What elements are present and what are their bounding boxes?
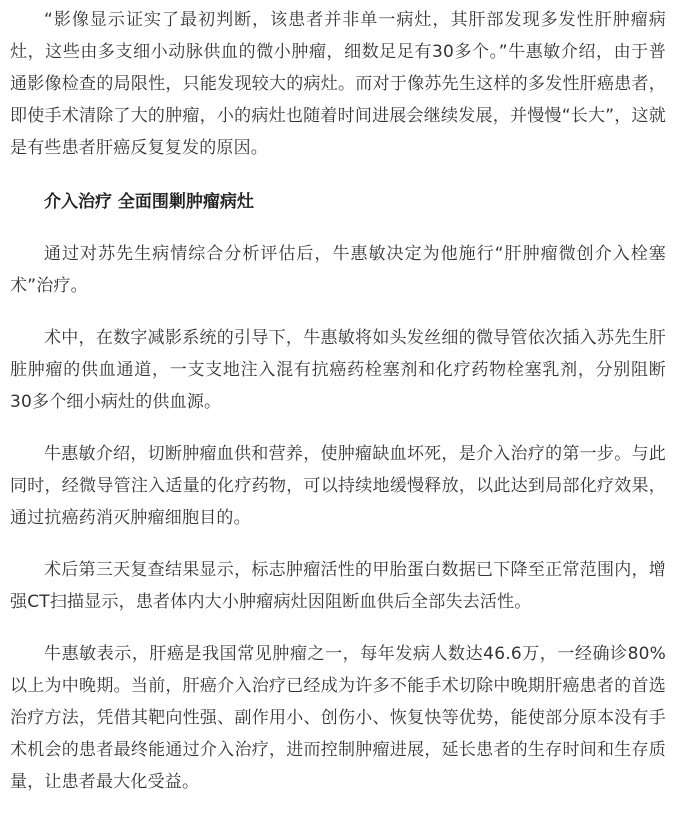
article-body	[10, 0, 666, 798]
paragraph-imaging-findings: “影像显示证实了最初判断，该患者并非单一病灶，其肝部发现多发性肝肿瘤病灶，这些由多支细小动脉供血的微小肿瘤，细数足足有30多个。”牛惠敏介绍，由于普通影像检查的局限性，只能发现较大的病灶。而对于像苏先生这样的多发性肝癌患者，即使手术清除了大的肿瘤，小的病灶也随着时间进展会继续发展，并慢慢“长大”，这就是有些患者肝癌反复复发的原因。	[10, 10, 666, 158]
paragraph-conclusion: 牛惠敏表示，肝癌是我国常见肿瘤之一，每年发病人数达46.6万，一经确诊80%以上为中晚期。当前，肝癌介入治疗已经成为许多不能手术切除中晚期肝癌患者的首选治疗方法，凭借其靶向性强、副作用小、创伤小、恢复快等优势，能使部分原本没有手术机会的患者最终能通过介入治疗，进而控制肿瘤进展，延长患者的生存时间和生存质量，让患者最大化受益。	[10, 644, 666, 792]
paragraph-postop-results: 术后第三天复查结果显示，标志肿瘤活性的甲胎蛋白数据已下降至正常范围内，增强CT扫描显示，患者体内大小肿瘤病灶因阻断血供后全部失去活性。	[10, 560, 666, 612]
paragraph-procedure: 术中，在数字减影系统的引导下，牛惠敏将如头发丝细的微导管依次插入苏先生肝脏肿瘤的供血通道，一支支地注入混有抗癌药栓塞剂和化疗药物栓塞乳剂，分别阻断30多个细小病灶的供血源。	[10, 328, 666, 412]
paragraph-first-step: 牛惠敏介绍，切断肿瘤血供和营养，使肿瘤缺血坏死，是介入治疗的第一步。与此同时，经微导管注入适量的化疗药物，可以持续地缓慢释放，以此达到局部化疗效果，通过抗癌药消灭肿瘤细胞目的。	[10, 444, 666, 528]
section-heading: 介入治疗 全面围剿肿瘤病灶	[44, 192, 254, 212]
paragraph-treatment-decision: 通过对苏先生病情综合分析评估后，牛惠敏决定为他施行“肝肿瘤微创介入栓塞术”治疗。	[10, 244, 666, 296]
